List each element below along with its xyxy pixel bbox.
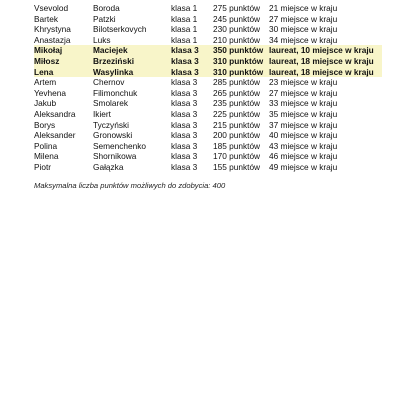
place-cell: 21 miejsce w kraju [269,3,338,13]
last-name-cell: Luks [93,34,111,45]
points-cell: 155 punktów [213,161,261,172]
first-name-cell: Aleksandra [34,108,76,119]
place-cell: 30 miejsce w kraju [269,24,338,35]
results-table [34,3,382,173]
points-cell: 235 punktów [213,98,261,109]
first-name-cell: Khrystyna [34,24,71,35]
place-cell: 37 miejsce w kraju [269,119,338,130]
points-cell: 185 punktów [213,140,261,151]
place-cell: 40 miejsce w kraju [269,130,338,141]
place-cell: 23 miejsce w kraju [269,77,338,88]
table-row [34,35,382,46]
last-name-cell: Tyczyński [93,119,129,130]
first-name-cell: Yevhena [34,87,66,98]
results-table-body [34,3,382,173]
class-cell: klasa 3 [171,161,198,172]
class-cell: klasa 3 [171,98,198,109]
points-cell: 310 punktów [213,67,269,78]
first-name-cell: Miłosz [34,56,93,67]
first-name-cell: Milena [34,151,59,162]
class-cell: klasa 3 [171,87,198,98]
last-name-cell: Ikiert [93,108,111,119]
points-cell: 230 punktów [213,24,261,35]
table-row-laureate [34,67,382,78]
first-name-cell: Borys [34,119,56,130]
last-name-cell: Shornikowa [93,151,137,162]
points-cell: 210 punktów [213,34,261,45]
points-cell: 275 punktów [213,3,261,13]
class-cell: klasa 3 [171,45,213,56]
table-row [34,130,382,141]
last-name-cell: Chernov [93,77,125,88]
first-name-cell: Lena [34,67,93,78]
class-cell: klasa 3 [171,130,198,141]
first-name-cell: Polina [34,140,58,151]
place-cell: 27 miejsce w kraju [269,13,338,24]
class-cell: klasa 1 [171,34,198,45]
table-row [34,14,382,25]
place-cell: 27 miejsce w kraju [269,87,338,98]
place-cell: laureat, 18 miejsce w kraju [269,67,382,78]
last-name-cell: Boroda [93,3,120,13]
class-cell: klasa 3 [171,77,198,88]
table-row [34,98,382,109]
max-points-footnote: Maksymalna liczba punktów możliwych do zdobycia: 400 [34,181,226,190]
points-cell: 265 punktów [213,87,261,98]
place-cell: laureat, 18 miejsce w kraju [269,56,382,67]
class-cell: klasa 3 [171,56,213,67]
points-cell: 200 punktów [213,130,261,141]
last-name-cell: Filimonchuk [93,87,138,98]
table-row-laureate [34,45,382,56]
place-cell: 34 miejsce w kraju [269,34,338,45]
class-cell: klasa 3 [171,151,198,162]
table-row [34,77,382,88]
class-cell: klasa 1 [171,24,198,35]
table-row [34,88,382,99]
class-cell: klasa 1 [171,13,198,24]
place-cell: 46 miejsce w kraju [269,151,338,162]
last-name-cell: Bilotserkovych [93,24,147,35]
place-cell: laureat, 10 miejsce w kraju [269,45,382,56]
table-row [34,120,382,131]
table-row [34,109,382,120]
first-name-cell: Anastazja [34,34,71,45]
last-name-cell: Smolarek [93,98,129,109]
last-name-cell: Gronowski [93,130,133,141]
points-cell: 225 punktów [213,108,261,119]
points-cell: 245 punktów [213,13,261,24]
place-cell: 43 miejsce w kraju [269,140,338,151]
class-cell: klasa 3 [171,108,198,119]
first-name-cell: Vsevolod [34,3,69,13]
place-cell: 49 miejsce w kraju [269,161,338,172]
class-cell: klasa 3 [171,119,198,130]
place-cell: 33 miejsce w kraju [269,98,338,109]
first-name-cell: Bartek [34,13,58,24]
last-name-cell: Patzki [93,13,116,24]
table-row [34,24,382,35]
first-name-cell: Jakub [34,98,57,109]
first-name-cell: Mikołaj [34,45,93,56]
place-cell: 35 miejsce w kraju [269,108,338,119]
points-cell: 350 punktów [213,45,269,56]
first-name-cell: Artem [34,77,57,88]
points-cell: 170 punktów [213,151,261,162]
last-name-cell: Brzeziński [93,56,171,67]
class-cell: klasa 3 [171,67,213,78]
table-row-laureate [34,56,382,67]
last-name-cell: Gałązka [93,161,124,172]
points-cell: 285 punktów [213,77,261,88]
class-cell: klasa 3 [171,140,198,151]
points-cell: 215 punktów [213,119,261,130]
last-name-cell: Maciejek [93,45,171,56]
last-name-cell: Wasylinka [93,67,171,78]
class-cell: klasa 1 [171,3,198,13]
first-name-cell: Aleksander [34,130,76,141]
table-row [34,3,382,14]
table-row [34,141,382,152]
first-name-cell: Piotr [34,161,52,172]
last-name-cell: Semenchenko [93,140,147,151]
points-cell: 310 punktów [213,56,269,67]
table-row [34,151,382,162]
table-row [34,162,382,173]
